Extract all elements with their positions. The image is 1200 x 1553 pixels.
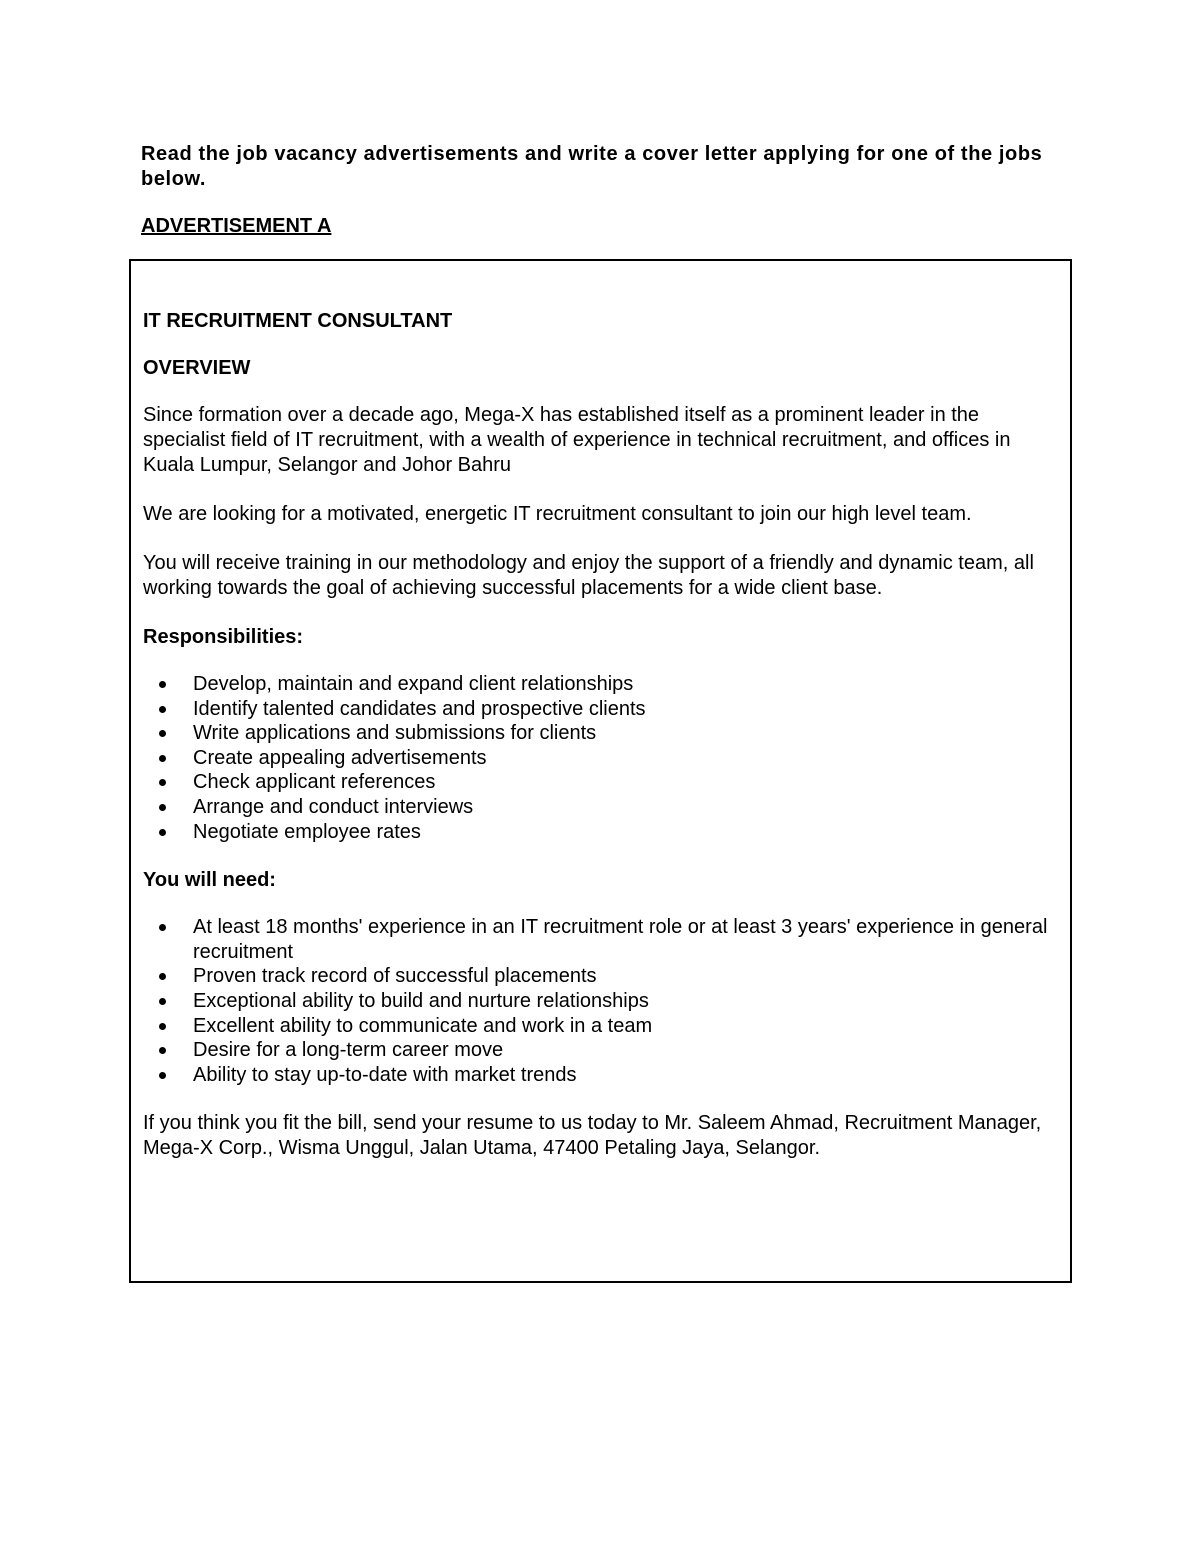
requirements-heading: You will need: [143, 869, 276, 892]
list-item [143, 721, 1061, 746]
advertisement-content [143, 309, 1061, 1185]
list-item-text: At least 18 months' experience in an IT recruitment role or at least 3 years' experience in general recruitment [193, 916, 1048, 963]
requirements-list [143, 915, 1061, 1087]
list-item [143, 746, 1061, 771]
responsibilities-heading: Responsibilities: [143, 626, 304, 648]
job-title: IT RECRUITMENT CONSULTANT [143, 310, 453, 332]
bullet-icon [159, 924, 166, 931]
list-item [143, 1063, 1061, 1088]
bullet-icon [159, 973, 166, 980]
list-item [143, 964, 1061, 989]
list-item-text: Negotiate employee rates [193, 820, 421, 843]
overview-paragraph: We are looking for a motivated, energetic IT recruitment consultant to join our high level team. [143, 503, 972, 525]
list-item [143, 989, 1061, 1014]
bullet-icon [159, 829, 166, 836]
list-item-text: Arrange and conduct interviews [193, 795, 474, 818]
list-item-text: Create appealing advertisements [193, 746, 487, 769]
list-item-text: Check applicant references [193, 771, 436, 794]
list-item-text: Write applications and submissions for clients [193, 722, 597, 745]
list-item [143, 795, 1061, 820]
list-item [143, 672, 1061, 697]
list-item-text: Ability to stay up-to-date with market trends [193, 1063, 577, 1086]
list-item [143, 1038, 1061, 1063]
list-item [143, 697, 1061, 722]
list-item-text: Excellent ability to communicate and work in a team [193, 1014, 653, 1037]
bullet-icon [159, 1072, 166, 1079]
bullet-icon [159, 681, 166, 688]
closing-paragraph: If you think you fit the bill, send your resume to us today to Mr. Saleem Ahmad, Recruitment Manager, Mega-X Corp., Wisma Unggul, Jalan Utama, 47400 Petaling Jaya, Selangor. [143, 1112, 1042, 1160]
list-item-text: Identify talented candidates and prospective clients [193, 697, 646, 720]
overview-paragraph: Since formation over a decade ago, Mega-X has established itself as a prominent leader in the specialist field of IT recruitment, with a wealth of experience in technical recruitment, and offices in Kuala Lumpur, Selangor and Johor Bahru [143, 404, 1011, 476]
list-item [143, 770, 1061, 795]
list-item [143, 915, 1061, 964]
overview-heading: OVERVIEW [143, 357, 251, 379]
bullet-icon [159, 998, 166, 1005]
bullet-icon [159, 1023, 166, 1030]
advertisement-heading: ADVERTISEMENT A [141, 215, 332, 237]
list-item-text: Exceptional ability to build and nurture relationships [193, 989, 649, 1012]
bullet-icon [159, 730, 166, 737]
list-item [143, 820, 1061, 845]
task-instruction: Read the job vacancy advertisements and write a cover letter applying for one of the jobs below. [141, 143, 1043, 190]
list-item-text: Develop, maintain and expand client relationships [193, 673, 634, 695]
bullet-icon [159, 779, 166, 786]
advertisement-box [129, 259, 1072, 1283]
list-item-text: Proven track record of successful placements [193, 965, 597, 988]
responsibilities-list [143, 672, 1061, 844]
bullet-icon [159, 1047, 166, 1054]
list-item [143, 1014, 1061, 1039]
list-item-text: Desire for a long-term career move [193, 1039, 504, 1062]
bullet-icon [159, 755, 166, 762]
overview-paragraph: You will receive training in our methodology and enjoy the support of a friendly and dynamic team, all working towards the goal of achieving successful placements for a wide client base. [143, 552, 1034, 599]
bullet-icon [159, 804, 166, 811]
bullet-icon [159, 706, 166, 713]
